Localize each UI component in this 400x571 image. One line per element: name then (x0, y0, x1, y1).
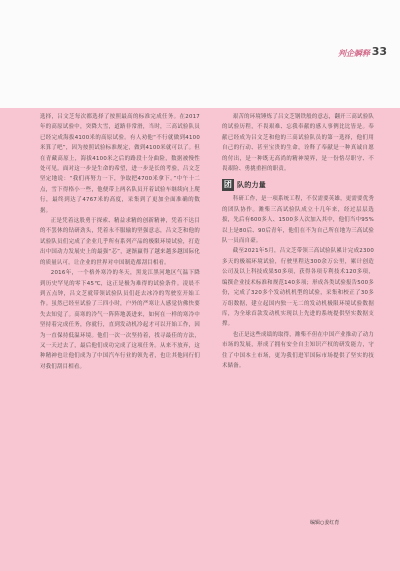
section-heading-box: 团 (222, 179, 234, 191)
page-number: 33 (371, 45, 387, 58)
right-text-column (222, 112, 374, 371)
left-paragraph-3: 2016年，一个格外寒冷的冬天，黑龙江黑河地区气温下降到历史罕见的零下45℃，这正是极为难得的试验条件。凌晨不到五点钟，吕文芝就带领试验队员们赶去冰冷的驾驶室开始工作。虽然已经至试验了三四小时，户外的严寒让人感觉仿佛快要失去知觉了。高寒的冷气一阵阵地袭进来，如何在一样的寒冷中坚持着完成任务，你就行，直到发动机冷起才可以开始工作，因为一直保持低温环境。他们一次一次坚持着，找寻最佳的方法，又一天过去了，最后他们成功完成了这项任务。从来不放弃，这种精神也让他们成为了中国汽车行业的领先者，也让其他同行们对我们刮目相看。 (40, 270, 200, 370)
right-paragraph-1: 科研工作，是一项系统工程，不仅需要英雄，更需要优秀的团队协作。潍柴三高试验队成立十几年来，经过层层选拔，先后有600多人、1500多人次加入其中，他们当中95%以上是80后、90后青年，他们在不为自己所在地为三高试验队一员而自豪。 (222, 196, 374, 245)
left-paragraph-2: 正是凭着这股勇于探索、精益求精的创新精神，凭着不达目的不罢休的钻研劲头，凭着永不服输的坚强意志，吕文芝和他的试验队员们完成了企业几乎所有系列产品的极限环境试验，打造出中国动力发展史上的最强“芯”，逐渐赢得了越来越多越国际化的质量认可。让企业的世界对中国制造都刮目相看。 (40, 218, 200, 266)
right-paragraph-3: 也正是这些成绩的取得，潍柴不但在中国产业推动了动力市场的发展，形成了拥有安全自主知识产权的研发能力，守住了中国本土市场，更为我们进军国际市场提供了坚实的技术储备。 (222, 331, 374, 369)
column-name: 判企瞬释 (338, 49, 370, 58)
right-paragraph-2: 截至2021年5月，吕文芝带领三高试验队累计完成2300多天的极端环境试验，行驶里程达300余万公里，累计创造公司及以上科技成果50多项，获得各项专利技术120多项，编撰企业技术标准和规范140多项；形成各类试验报告500多份，完成了320多个发动机机型的试验，采集和校正了30多万组数据，建立起国内独一无二的发动机极限环境试验数据库，为全球首款发动机实现以上先进的系统提供坚实数据支撑。 (222, 248, 374, 328)
section-heading-title: 队的力量 (237, 181, 266, 190)
right-intro-paragraph: 艰苦的环境锤炼了吕文芝钢铁般的意志，翻开三高试验队的试验历程，不畏艰难、忘我奉献的感人事例比比皆是。奉献已经成为吕文芝和他的三高试验队员的第一选择，他们用自己的行动、甚至宝贵的生命，诠释了奉献是一种真诚自愿的付出，是一种既无高尚的精神境界，是一份恪尽职守、不畏艰险、勇挑重担的职责。 (222, 114, 374, 173)
editor-credit: 编辑○姜红育 (310, 520, 340, 526)
section-heading (222, 179, 374, 191)
left-text-column (40, 112, 200, 372)
left-paragraph-1: 选择，吕文芝每次都选择了按照最高的标准完成任务。在2017年的高原试验中，突降大雪，道路非常滑，当时，三高试验队员已经完成海拔4100米的高原试验。有人劝他“不行就做到4100米算了吧”，因为按照试验标准规定，做到4100米就可以了。但在青藏高原上，海拔4100米之后的路段十分曲险，数据被慢性处可见。面对这一步是生命的希望，进一步是长的考验，吕文芝坚定地说：“我们再努力一下，争取把4700米拿下。”中午十二点，雪下得格小一些，他便带上两名队员开着试验车继续向上爬行，最终到达了4767米的高度，采集到了更加全面准确的数据。 (40, 114, 200, 214)
